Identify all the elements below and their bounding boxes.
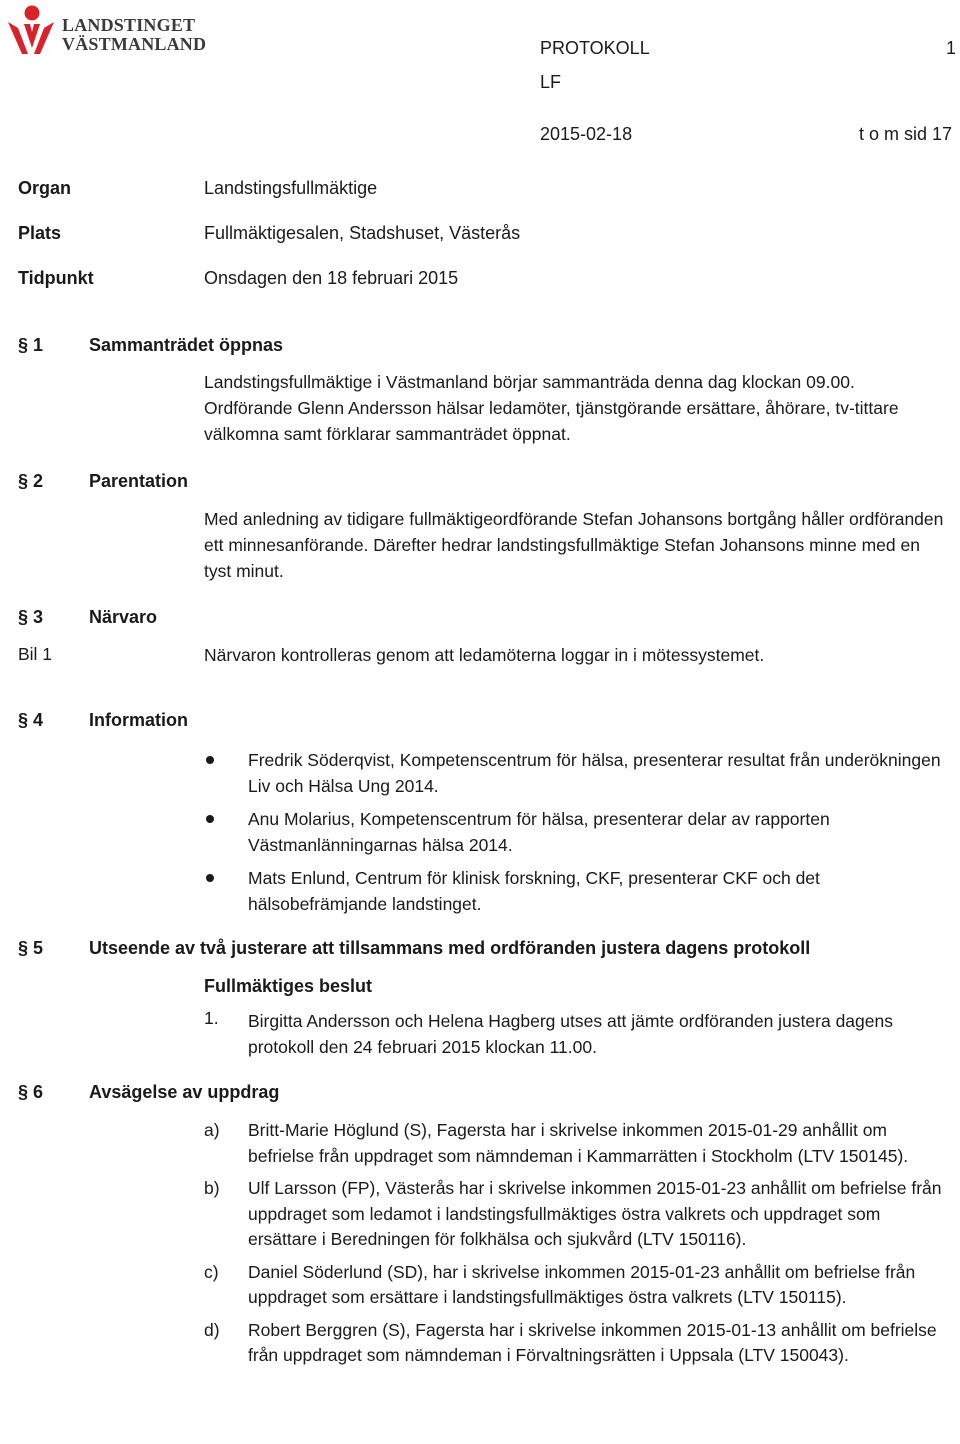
section-3-attachment: Bil 1	[18, 644, 53, 664]
section-6-mark: § 6	[18, 1082, 44, 1102]
list-item: Mats Enlund, Centrum för klinisk forskning, CKF, presenterar CKF och det hälsobefrämjande landstinget.	[204, 865, 944, 917]
list-item-text: Robert Berggren (S), Fagersta har i skrivelse inkommen 2015-01-13 anhållit om befrielse från uppdraget som nämndeman i Förvaltningsrätten i Uppsala (LTV 150043).	[248, 1319, 937, 1365]
section-4-title: Information	[89, 710, 188, 730]
section-1-text: Landstingsfullmäktige i Västmanland börjar sammanträda denna dag klockan 09.00. Ordförande Glenn Andersson hälsar ledamöter, tjänstgörande ersättare, åhörare, tv-tittare välkomna samt förklarar sammanträdet öppnat.	[204, 372, 899, 444]
logo-line-2: VÄSTMANLAND	[62, 34, 207, 54]
section-3-title: Närvaro	[89, 607, 158, 627]
plats-value: Fullmäktigesalen, Stadshuset, Västerås	[204, 223, 521, 243]
section-2-title: Parentation	[89, 471, 189, 491]
organ-value: Landstingsfullmäktige	[204, 178, 378, 198]
list-item-text: Ulf Larsson (FP), Västerås har i skrivelse inkommen 2015-01-23 anhållit om befrielse från uppdraget som ledamot i landstingsfullmäktiges östra valkrets och uppdraget som ersättare i Beredningen för folkhälsa och sjukvård (LTV 150116).	[248, 1178, 942, 1249]
decision-heading: Fullmäktiges beslut	[204, 976, 373, 996]
section-1-mark: § 1	[18, 335, 44, 355]
organ-label: Organ	[18, 178, 72, 198]
list-marker: b)	[204, 1178, 220, 1198]
list-item	[204, 1118, 944, 1169]
list-marker: a)	[204, 1120, 220, 1140]
logo-line-1: LANDSTINGET	[62, 15, 196, 35]
section-2-mark: § 2	[18, 471, 44, 491]
page-number: 1	[946, 38, 957, 58]
document-date: 2015-02-18	[540, 124, 633, 144]
page-range: t o m sid 17	[859, 124, 953, 144]
list-item-text: Daniel Söderlund (SD), har i skrivelse inkommen 2015-01-23 anhållit om befrielse från uppdraget som ersättare i landstingsfullmäktiges östra valkrets (LTV 150115).	[248, 1261, 916, 1307]
section-3-mark: § 3	[18, 607, 44, 627]
plats-label: Plats	[18, 223, 62, 243]
list-item	[204, 1260, 944, 1311]
decision-text: Birgitta Andersson och Helena Hagberg utses att jämte ordföranden justera dagens protokoll den 24 februari 2015 klockan 11.00.	[248, 1011, 893, 1057]
org-code: LF	[540, 72, 562, 92]
information-list	[204, 747, 944, 924]
document-type: PROTOKOLL	[540, 38, 650, 58]
section-1-title: Sammanträdet öppnas	[89, 335, 284, 355]
list-item-text: Britt-Marie Höglund (S), Fagersta har i skrivelse inkommen 2015-01-29 anhållit om befrielse från uppdraget som nämndeman i Kammarrätten i Stockholm (LTV 150145).	[248, 1120, 909, 1166]
list-item: Anu Molarius, Kompetenscentrum för hälsa, presenterar delar av rapporten Västmanlänningarnas hälsa 2014.	[204, 806, 944, 858]
logo-emblem-icon	[6, 4, 56, 56]
tidpunkt-label: Tidpunkt	[18, 268, 94, 288]
section-4-mark: § 4	[18, 710, 44, 730]
section-5-mark: § 5	[18, 938, 44, 958]
decision-marker: 1.	[204, 1008, 219, 1028]
section-6-title: Avsägelse av uppdrag	[89, 1082, 280, 1102]
list-item	[204, 1318, 944, 1369]
section-2-text: Med anledning av tidigare fullmäktigeordförande Stefan Johansons bortgång håller ordföranden ett minnesanförande. Därefter hedrar landstingsfullmäktige Stefan Johansons minne med en tyst minut.	[204, 509, 944, 581]
section-3-text: Närvaron kontrolleras genom att ledamöterna loggar in i mötessystemet.	[204, 645, 765, 665]
list-marker: c)	[204, 1261, 219, 1282]
landstinget-logo	[6, 4, 207, 56]
logo-wordmark	[62, 16, 206, 54]
section-5-title: Utseende av två justerare att tillsammans med ordföranden justera dagens protokoll	[89, 938, 811, 958]
resignation-list	[204, 1118, 944, 1376]
tidpunkt-value: Onsdagen den 18 februari 2015	[204, 268, 459, 288]
list-item: Fredrik Söderqvist, Kompetenscentrum för hälsa, presenterar resultat från underökningen Liv och Hälsa Ung 2014.	[204, 747, 944, 799]
list-marker: d)	[204, 1319, 220, 1340]
list-item	[204, 1176, 944, 1253]
